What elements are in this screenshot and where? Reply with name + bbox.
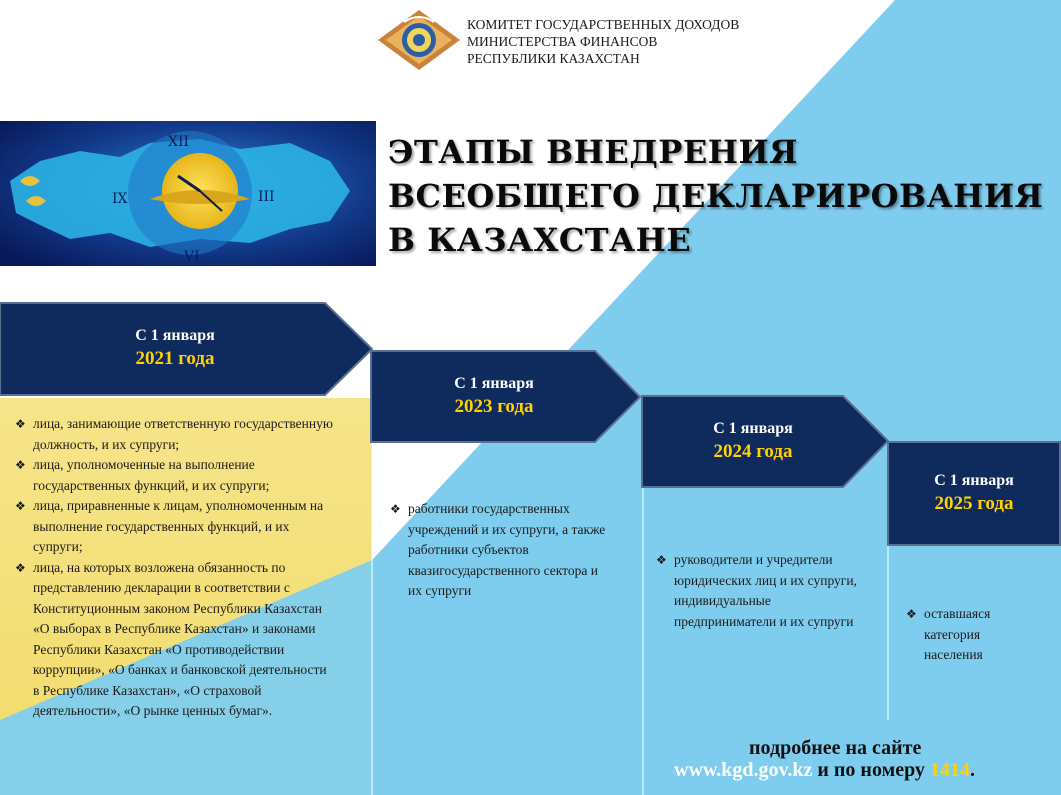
stage-date: С 1 января	[934, 472, 1014, 489]
kazakhstan-map-clock-image	[0, 121, 376, 266]
stage-1-label	[0, 326, 350, 372]
stage-year: 2021 года	[135, 348, 215, 369]
stage-4-label	[888, 471, 1060, 517]
svg-text:III: III	[258, 189, 275, 205]
svg-text:VI: VI	[184, 249, 200, 265]
diamond-bullet-icon: ❖	[390, 502, 401, 516]
diamond-bullet-icon: ❖	[15, 499, 26, 513]
website-link[interactable]: www.kgd.gov.kz	[674, 759, 813, 781]
svg-text:XII: XII	[168, 134, 190, 150]
stage-year: 2023 года	[454, 396, 534, 417]
stage-year: 2025 года	[934, 493, 1014, 514]
diamond-bullet-icon: ❖	[15, 560, 26, 575]
list-item: ❖ лица, занимающие ответственную государственную должность, и их супруги;	[15, 416, 333, 452]
stage-3-description	[655, 550, 867, 632]
diamond-bullet-icon: ❖	[656, 553, 667, 567]
list-item: ❖ лица, приравненные к лицам, уполномоченным на выполнение государственных функций, и их супруги;	[15, 498, 324, 554]
title-line: В КАЗАХСТАНЕ	[388, 221, 692, 259]
stage-4-description	[905, 604, 1035, 666]
list-item: ❖ работники государственных учреждений и их супруги, а также работники субъектов квазигосударственного сектора и их супруги	[390, 501, 606, 598]
phone-number[interactable]: 1414	[929, 759, 970, 781]
diamond-bullet-icon: ❖	[15, 417, 26, 431]
stage-2-label	[371, 374, 617, 420]
contact-line	[674, 759, 975, 782]
org-line: КОМИТЕТ ГОСУДАРСТВЕННЫХ ДОХОДОВ	[467, 17, 740, 32]
stage-3-label	[642, 419, 864, 465]
list-item: ❖ лица, на которых возложена обязанность по представлению декларации в соответствии с Конституционным законом Республики Казахстан «О выборах в Республике Казахстан» и законами Республики Казахстан «О противодействии коррупции», «О банках и банковской деятельности в Республике Казахстан», «О страховой деятельности», «О рынке ценных бумаг».	[15, 559, 327, 718]
period-text: .	[969, 759, 975, 781]
list-item: ❖ руководители и учредители юридических лиц и их супруги, индивидуальные предприниматели и их супруги	[656, 552, 857, 629]
stage-1-description	[14, 414, 336, 722]
stage-date: С 1 января	[135, 327, 215, 344]
diamond-bullet-icon: ❖	[906, 607, 917, 621]
stage-date: С 1 января	[454, 375, 534, 392]
main-title	[388, 130, 1043, 262]
svg-text:IX: IX	[112, 191, 128, 207]
list-item: ❖ лица, уполномоченные на выполнение государственных функций, и их супруги;	[15, 457, 270, 493]
stage-year: 2024 года	[713, 441, 793, 462]
tax-committee-emblem-icon	[376, 8, 462, 72]
organization-name	[467, 16, 739, 67]
list-item: ❖ оставшаяся категория населения	[906, 606, 991, 662]
stage-date: С 1 января	[713, 420, 793, 437]
org-line: РЕСПУБЛИКИ КАЗАХСТАН	[467, 51, 640, 66]
title-line: ЭТАПЫ ВНЕДРЕНИЯ	[388, 133, 798, 171]
and-number-text: и по номеру	[812, 759, 930, 781]
title-line: ВСЕОБЩЕГО ДЕКЛАРИРОВАНИЯ	[388, 177, 1044, 215]
more-info-text: подробнее на сайте	[749, 737, 922, 759]
stage-2-description	[389, 499, 615, 602]
diamond-bullet-icon: ❖	[15, 458, 26, 472]
org-line: МИНИСТЕРСТВА ФИНАНСОВ	[467, 34, 658, 49]
